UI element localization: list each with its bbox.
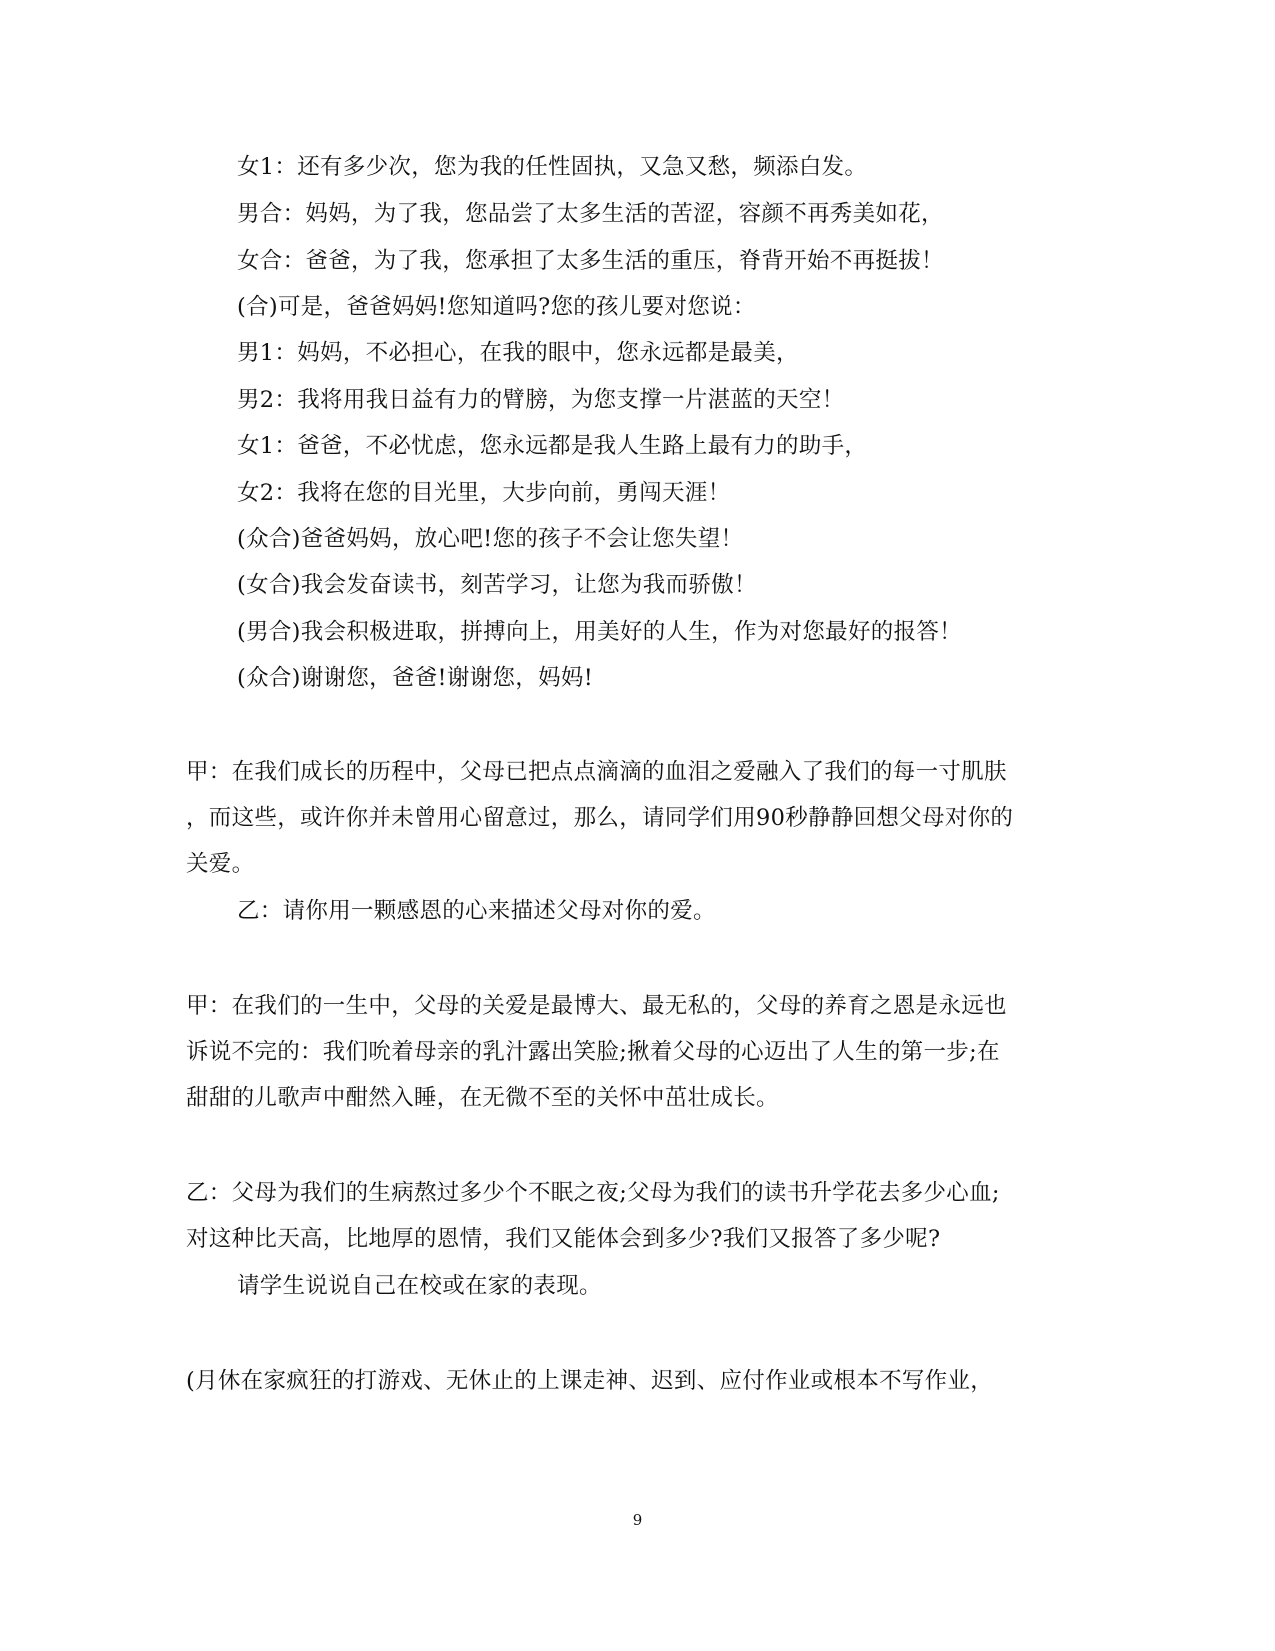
paragraph-line: 诉说不完的：我们吮着母亲的乳汁露出笑脸;揪着父母的心迈出了人生的第一步;在 (186, 1039, 1000, 1065)
paragraph-line: ，而这些，或许你并未曾用心留意过，那么，请同学们用90秒静静回想父母对你的 (186, 805, 1014, 831)
dialogue-line: 女1：还有多少次，您为我的任性固执，又急又愁，频添白发。 (237, 154, 868, 180)
paragraph-line: (月休在家疯狂的打游戏、无休止的上课走神、迟到、应付作业或根本不写作业， (186, 1368, 994, 1394)
dialogue-line: (女合)我会发奋读书，刻苦学习，让您为我而骄傲！ (237, 572, 757, 598)
dialogue-line: 女合：爸爸，为了我，您承担了太多生活的重压，脊背开始不再挺拔！ (237, 248, 944, 274)
page-number: 9 (632, 1511, 643, 1529)
paragraph-line: 甲：在我们的一生中，父母的关爱是最博大、最无私的，父母的养育之恩是永远也 (186, 993, 1007, 1019)
dialogue-line: 女1：爸爸，不必忧虑，您永远都是我人生路上最有力的助手， (237, 433, 868, 459)
paragraph-line: 甜甜的儿歌声中酣然入睡，在无微不至的关怀中茁壮成长。 (186, 1085, 779, 1111)
dialogue-line: (众合)爸爸妈妈，放心吧!您的孩子不会让您失望！ (237, 526, 744, 552)
paragraph-line: 关爱。 (186, 851, 255, 877)
dialogue-line: 女2：我将在您的目光里，大步向前，勇闯天涯！ (237, 480, 731, 506)
paragraph-line: 请学生说说自己在校或在家的表现。 (237, 1273, 602, 1299)
paragraph-line: 乙：父母为我们的生病熬过多少个不眠之夜;父母为我们的读书升学花去多少心血; (186, 1180, 1000, 1206)
paragraph-line: 甲：在我们成长的历程中，父母已把点点滴滴的血泪之爱融入了我们的每一寸肌肤 (186, 759, 1007, 785)
dialogue-line: 男合：妈妈，为了我，您品尝了太多生活的苦涩，容颜不再秀美如花， (237, 201, 944, 227)
dialogue-line: (众合)谢谢您，爸爸!谢谢您，妈妈! (237, 665, 594, 691)
paragraph-line: 对这种比天高，比地厚的恩情，我们又能体会到多少?我们又报答了多少呢? (186, 1226, 941, 1252)
paragraph-line: 乙：请你用一颗感恩的心来描述父母对你的爱。 (237, 898, 716, 924)
dialogue-line: 男1：妈妈，不必担心，在我的眼中，您永远都是最美， (237, 340, 799, 366)
dialogue-line: (合)可是，爸爸妈妈!您知道吗?您的孩儿要对您说： (237, 294, 756, 320)
dialogue-line: (男合)我会积极进取，拼搏向上，用美好的人生，作为对您最好的报答！ (237, 619, 962, 645)
dialogue-line: 男2：我将用我日益有力的臂膀，为您支撑一片湛蓝的天空！ (237, 387, 845, 413)
